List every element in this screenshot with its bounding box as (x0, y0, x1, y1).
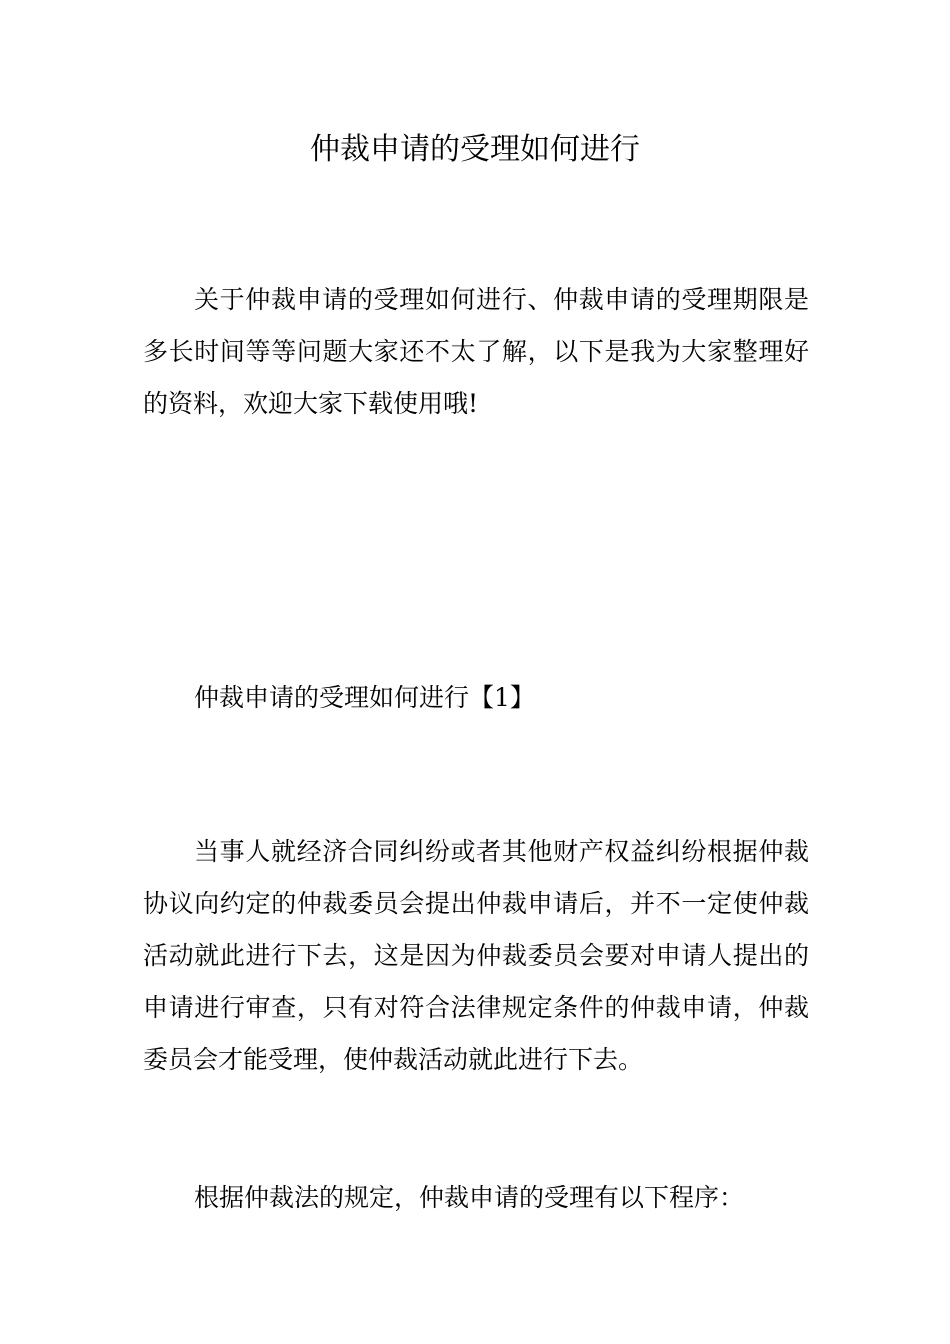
body-paragraph: 当事人就经济合同纠纷或者其他财产权益纠纷根据仲裁协议向约定的仲裁委员会提出仲裁申请后，并不一定使仲裁活动就此进行下去，这是因为仲裁委员会要对申请人提出的申请进行审查，只有对符合法律规定条件的仲裁申请，仲裁委员会才能受理，使仲裁活动就此进行下去。 (143, 837, 809, 1074)
intro-paragraph: 关于仲裁申请的受理如何进行、仲裁申请的受理期限是多长时间等等问题大家还不太了解，以下是我为大家整理好的资料，欢迎大家下载使用哦! (143, 285, 809, 418)
section-heading: 仲裁申请的受理如何进行【1】 (194, 683, 535, 712)
document-title: 仲裁申请的受理如何进行 (310, 132, 640, 167)
rule-intro-paragraph: 根据仲裁法的规定，仲裁申请的受理有以下程序： (194, 1183, 745, 1212)
